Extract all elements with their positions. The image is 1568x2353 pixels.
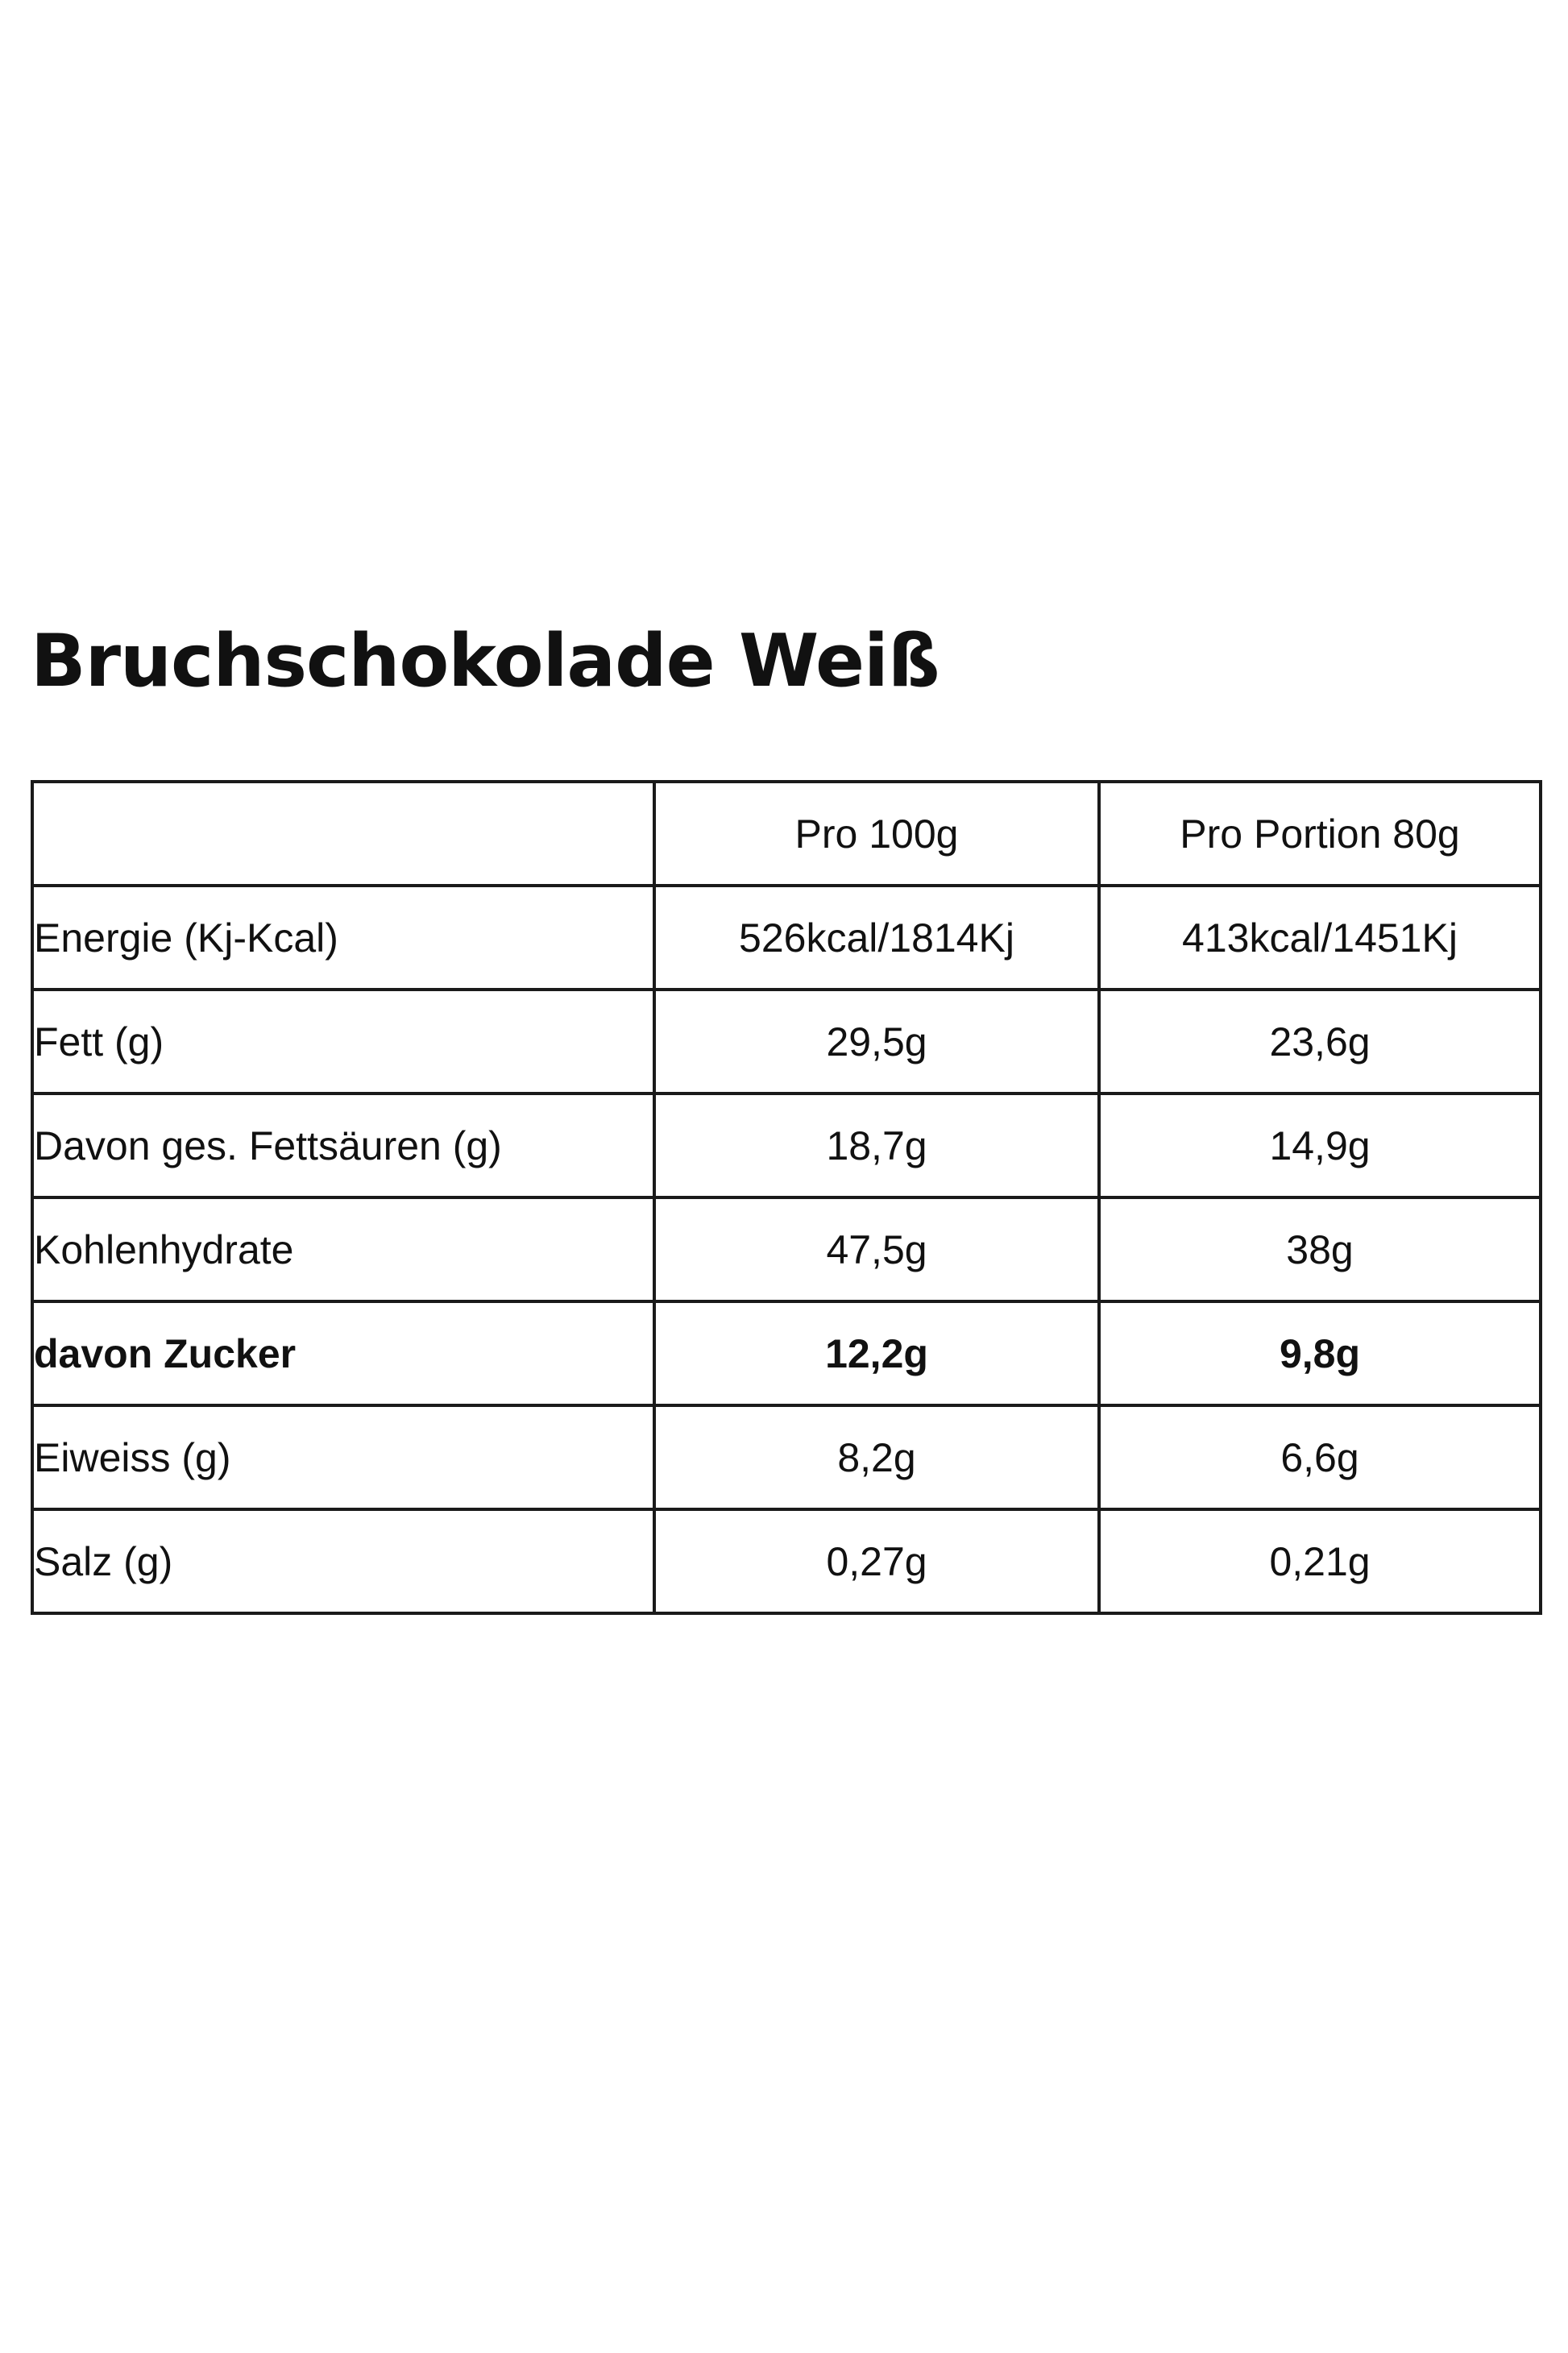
value-per-100g: 0,27g	[654, 1509, 1099, 1613]
row-label: davon Zucker	[32, 1301, 654, 1405]
value-per-100g: 8,2g	[654, 1405, 1099, 1509]
row-label: Fett (g)	[32, 990, 654, 1094]
value-per-portion: 6,6g	[1099, 1405, 1541, 1509]
value-per-100g: 47,5g	[654, 1197, 1099, 1301]
header-empty-cell	[32, 782, 654, 886]
row-label: Salz (g)	[32, 1509, 654, 1613]
value-per-portion: 9,8g	[1099, 1301, 1541, 1405]
value-per-portion: 38g	[1099, 1197, 1541, 1301]
row-label: Kohlenhydrate	[32, 1197, 654, 1301]
value-per-portion: 23,6g	[1099, 990, 1541, 1094]
table-row	[32, 1509, 1541, 1613]
table-row	[32, 1301, 1541, 1405]
value-per-100g: 12,2g	[654, 1301, 1099, 1405]
table-header-row	[32, 782, 1541, 886]
value-per-portion: 413kcal/1451Kj	[1099, 886, 1541, 990]
page-title: Bruchschokolade Weiß	[31, 619, 940, 703]
header-per-portion: Pro Portion 80g	[1099, 782, 1541, 886]
value-per-100g: 18,7g	[654, 1094, 1099, 1197]
table-row	[32, 886, 1541, 990]
value-per-100g: 29,5g	[654, 990, 1099, 1094]
row-label: Eiweiss (g)	[32, 1405, 654, 1509]
table-row	[32, 1094, 1541, 1197]
nutrition-table	[31, 780, 1542, 1615]
table-row	[32, 1197, 1541, 1301]
value-per-portion: 0,21g	[1099, 1509, 1541, 1613]
table-row	[32, 990, 1541, 1094]
value-per-100g: 526kcal/1814Kj	[654, 886, 1099, 990]
row-label: Energie (Kj-Kcal)	[32, 886, 654, 990]
table-row	[32, 1405, 1541, 1509]
value-per-portion: 14,9g	[1099, 1094, 1541, 1197]
row-label: Davon ges. Fettsäuren (g)	[32, 1094, 654, 1197]
header-per-100g: Pro 100g	[654, 782, 1099, 886]
